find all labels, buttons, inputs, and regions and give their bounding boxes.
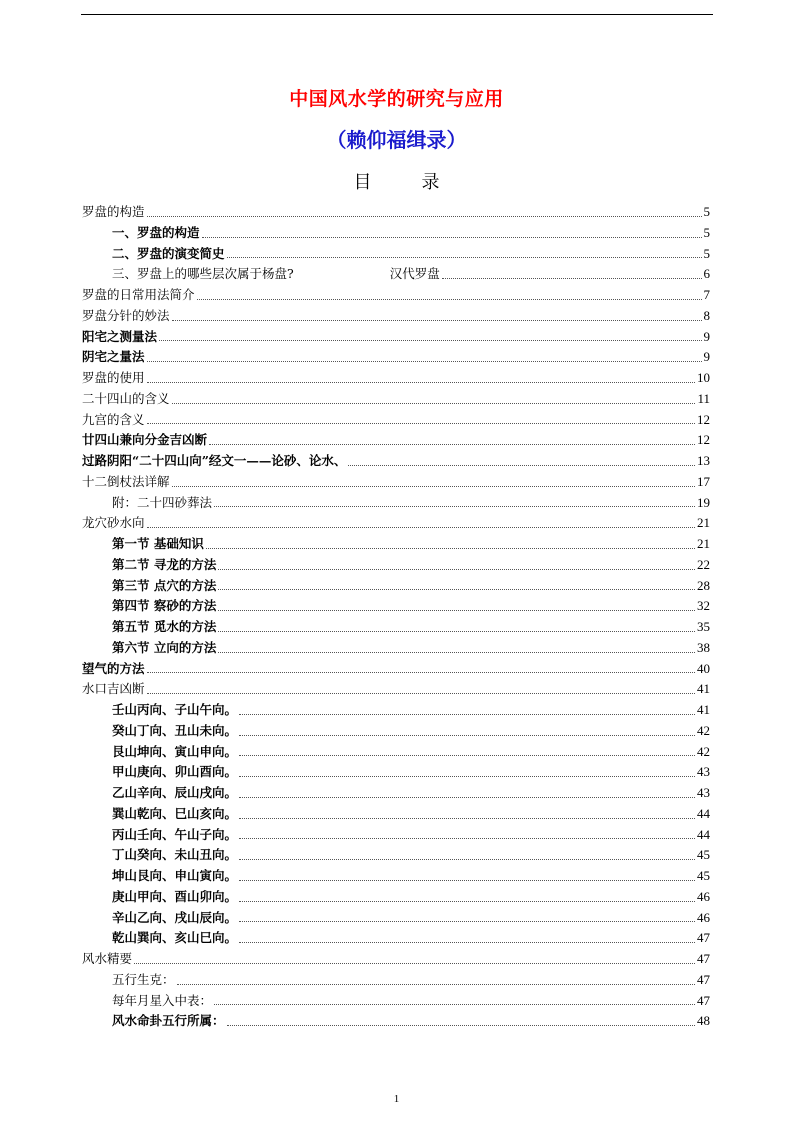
- dot-leader: [147, 215, 702, 217]
- toc-entry[interactable]: [82, 1011, 710, 1032]
- toc-entry[interactable]: [82, 742, 710, 763]
- dot-leader: [147, 526, 695, 528]
- dot-leader: [239, 900, 695, 902]
- toc-entry[interactable]: [82, 451, 710, 472]
- toc-entry-page: 41: [697, 681, 710, 697]
- dot-leader: [147, 422, 695, 424]
- dot-leader: [239, 817, 695, 819]
- toc-entry[interactable]: [82, 389, 710, 410]
- toc-entry-page: 6: [703, 266, 710, 282]
- dot-leader: [147, 381, 695, 383]
- dot-leader: [218, 630, 695, 632]
- dot-leader: [442, 277, 702, 279]
- toc-entry-page: 46: [697, 909, 710, 925]
- toc-entry-label: 水口吉凶断: [82, 681, 145, 697]
- toc-entry-label: 丙山壬向、午山子向。: [112, 826, 238, 842]
- toc-entry-label: 望气的方法: [82, 660, 145, 676]
- toc-entry-page: 11: [697, 390, 710, 406]
- toc-entry[interactable]: [82, 223, 710, 244]
- dot-leader: [197, 298, 702, 300]
- toc-entry-page: 21: [697, 536, 710, 551]
- toc-entry[interactable]: [82, 493, 710, 514]
- toc-entry[interactable]: [82, 845, 710, 866]
- toc-entry-label: 庚山甲向、酉山卯向。: [112, 888, 238, 904]
- dot-leader: [227, 256, 702, 258]
- toc-entry[interactable]: [82, 700, 710, 721]
- toc-entry-page: 38: [697, 639, 710, 655]
- dot-leader: [177, 983, 695, 985]
- toc-entry-label: 坤山艮向、申山寅向。: [112, 868, 238, 883]
- dot-leader: [206, 547, 695, 549]
- toc-entry-page: 19: [697, 494, 710, 510]
- toc-entry[interactable]: [82, 638, 710, 659]
- dot-leader: [239, 858, 695, 860]
- toc-entry-label: 癸山丁向、丑山未向。: [112, 722, 238, 738]
- toc-entry-label: 第三节 点穴的方法: [112, 577, 217, 593]
- toc-entry-page: 40: [697, 660, 710, 676]
- toc-entry-page: 21: [697, 515, 710, 531]
- toc-entry-page: 45: [697, 868, 710, 883]
- dot-leader: [239, 941, 695, 943]
- toc-entry-label: 第六节 立向的方法: [112, 639, 217, 655]
- toc-entry-label: 巽山乾向、巳山亥向。: [112, 805, 238, 821]
- toc-entry[interactable]: [82, 327, 710, 348]
- toc-entry-label: 罗盘分针的妙法: [82, 307, 170, 323]
- toc-entry-label: 二、罗盘的演变简史: [112, 245, 225, 261]
- toc-entry-page: 47: [697, 951, 710, 966]
- toc-heading-char-1: 目: [353, 172, 372, 193]
- toc-entry[interactable]: [82, 866, 710, 887]
- toc-entry[interactable]: [82, 264, 710, 285]
- toc-entry-label: 九宫的含义: [82, 411, 145, 427]
- toc-entry-label: 丁山癸向、未山丑向。: [112, 847, 238, 863]
- toc-entry-label: 风水命卦五行所属：: [112, 1013, 225, 1029]
- toc-heading: [0, 168, 793, 194]
- toc-entry-label: 罗盘的使用: [82, 370, 145, 385]
- toc-entry[interactable]: [82, 908, 710, 929]
- toc-entry[interactable]: [82, 887, 710, 908]
- toc-entry[interactable]: [82, 617, 710, 638]
- toc-entry-label: 过路阴阳“二十四山向”经文一——论砂、论水、: [82, 453, 347, 468]
- toc-entry-label: 壬山丙向、子山午向。: [112, 702, 238, 717]
- toc-entry-page: 42: [697, 743, 710, 759]
- header-rule: [81, 14, 713, 15]
- dot-leader: [218, 651, 695, 653]
- toc-entry-label: 乙山辛向、辰山戌向。: [112, 785, 238, 800]
- toc-entry-page: 42: [697, 722, 710, 738]
- toc-entry[interactable]: [82, 244, 710, 265]
- dot-leader: [172, 402, 696, 404]
- toc-entry[interactable]: [82, 285, 710, 306]
- toc-entry[interactable]: [82, 659, 710, 680]
- toc-entry[interactable]: [82, 721, 710, 742]
- toc-entry[interactable]: [82, 555, 710, 576]
- dot-leader: [214, 505, 695, 507]
- toc-entry-page: 12: [697, 432, 710, 448]
- toc-entry-label: 罗盘的日常用法简介: [82, 287, 195, 302]
- toc-entry-label: 艮山坤向、寅山申向。: [112, 743, 238, 759]
- toc-entry-page: 22: [697, 556, 710, 572]
- toc-entry-page: 47: [697, 930, 710, 946]
- toc-entry[interactable]: [82, 928, 710, 949]
- toc-entry-page: 5: [703, 204, 710, 219]
- toc-entry-page: 47: [697, 971, 710, 987]
- toc-entry-label: 风水精要: [82, 951, 133, 966]
- toc-entry[interactable]: [82, 576, 710, 597]
- toc-entry-page: 43: [697, 764, 710, 780]
- dot-leader: [214, 1003, 695, 1005]
- toc-entry-label: 五行生克：: [112, 971, 175, 987]
- table-of-contents: [82, 202, 710, 1032]
- toc-heading-char-2: 录: [421, 172, 440, 193]
- toc-entry[interactable]: [82, 368, 710, 389]
- dot-leader: [172, 485, 695, 487]
- toc-entry-label: 第四节 察砂的方法: [112, 598, 217, 614]
- toc-entry[interactable]: [82, 430, 710, 451]
- toc-entry-page: 9: [703, 349, 710, 365]
- dot-leader: [172, 319, 702, 321]
- toc-entry[interactable]: [82, 762, 710, 783]
- toc-entry-page: 48: [697, 1013, 710, 1029]
- toc-entry[interactable]: [82, 513, 710, 534]
- toc-entry-label: 辛山乙向、戌山辰向。: [112, 909, 238, 925]
- toc-entry[interactable]: [82, 596, 710, 617]
- toc-entry[interactable]: [82, 991, 710, 1012]
- toc-entry-page: 13: [697, 453, 710, 468]
- toc-entry-page: 44: [697, 826, 710, 842]
- toc-entry-page: 10: [697, 370, 710, 385]
- toc-entry-label: 十二倒杖法详解: [82, 473, 170, 489]
- toc-entry[interactable]: [82, 970, 710, 991]
- toc-entry-label: 附：二十四砂葬法: [112, 494, 213, 510]
- dot-leader: [239, 879, 695, 881]
- dot-leader: [239, 734, 695, 736]
- dot-leader: [209, 443, 695, 445]
- toc-entry-label: 甲山庚向、卯山酉向。: [112, 764, 238, 780]
- dot-leader: [239, 796, 695, 798]
- toc-entry[interactable]: [82, 804, 710, 825]
- toc-entry-label: 阴宅之量法: [82, 349, 145, 365]
- dot-leader: [218, 609, 695, 611]
- toc-entry-page: 12: [697, 411, 710, 427]
- toc-entry-page: 44: [697, 805, 710, 821]
- toc-entry[interactable]: [82, 202, 710, 223]
- dot-leader: [239, 754, 695, 756]
- dot-leader: [239, 713, 695, 715]
- toc-entry-page: 7: [703, 287, 710, 302]
- toc-entry[interactable]: [82, 679, 710, 700]
- dot-leader: [348, 464, 695, 466]
- dot-leader: [239, 775, 695, 777]
- toc-entry[interactable]: [82, 534, 710, 555]
- toc-entry[interactable]: [82, 472, 710, 493]
- toc-entry-label: 乾山巽向、亥山巳向。: [112, 930, 238, 946]
- toc-entry-page: 45: [697, 847, 710, 863]
- toc-entry-page: 9: [703, 328, 710, 344]
- toc-entry-label: 龙穴砂水向: [82, 515, 145, 531]
- dot-leader: [147, 671, 695, 673]
- toc-entry[interactable]: [82, 347, 710, 368]
- toc-entry-label: 第五节 觅水的方法: [112, 619, 217, 634]
- toc-entry-page: 41: [697, 702, 710, 717]
- toc-entry[interactable]: [82, 410, 710, 431]
- toc-entry-page: 35: [697, 619, 710, 634]
- dot-leader: [218, 588, 695, 590]
- toc-entry-page: 43: [697, 785, 710, 800]
- toc-entry-label: 第一节 基础知识: [112, 536, 204, 551]
- document-title: 中国风水学的研究与应用: [289, 88, 504, 110]
- toc-entry[interactable]: [82, 306, 710, 327]
- toc-entry-page: 28: [697, 577, 710, 593]
- toc-entry[interactable]: [82, 825, 710, 846]
- toc-entry-page: 32: [697, 598, 710, 614]
- page-number: 1: [393, 1093, 400, 1105]
- toc-entry-label: 一、罗盘的构造: [112, 224, 200, 240]
- toc-entry-page: 8: [703, 307, 710, 323]
- dot-leader: [239, 837, 695, 839]
- toc-entry-page: 5: [703, 245, 710, 261]
- dot-leader: [147, 692, 695, 694]
- toc-entry-label: 第二节 寻龙的方法: [112, 556, 217, 572]
- dot-leader: [227, 1024, 695, 1026]
- toc-entry-label: 每年月星入中表：: [112, 992, 213, 1008]
- toc-entry-label: 三、罗盘上的哪些层次属于杨盘?: [112, 266, 294, 282]
- toc-entry-page: 46: [697, 888, 710, 904]
- dot-leader: [218, 568, 695, 570]
- toc-entry-label: 二十四山的含义: [82, 390, 170, 406]
- dot-leader: [147, 360, 702, 362]
- dot-leader: [159, 339, 701, 341]
- document-subtitle: （赖仰福缉录）: [326, 128, 467, 152]
- toc-entry-page: 47: [697, 992, 710, 1008]
- dot-leader: [134, 962, 695, 964]
- toc-entry[interactable]: [82, 783, 710, 804]
- toc-entry-extra: 汉代罗盘: [389, 266, 440, 282]
- toc-entry-label: 阳宅之测量法: [82, 328, 158, 344]
- dot-leader: [239, 920, 695, 922]
- toc-entry-label: 罗盘的构造: [82, 204, 145, 219]
- toc-entry[interactable]: [82, 949, 710, 970]
- toc-entry-label: 廿四山兼向分金吉凶断: [82, 432, 208, 448]
- dot-leader: [202, 236, 702, 238]
- toc-entry-page: 5: [703, 224, 710, 240]
- toc-entry-page: 17: [697, 473, 710, 489]
